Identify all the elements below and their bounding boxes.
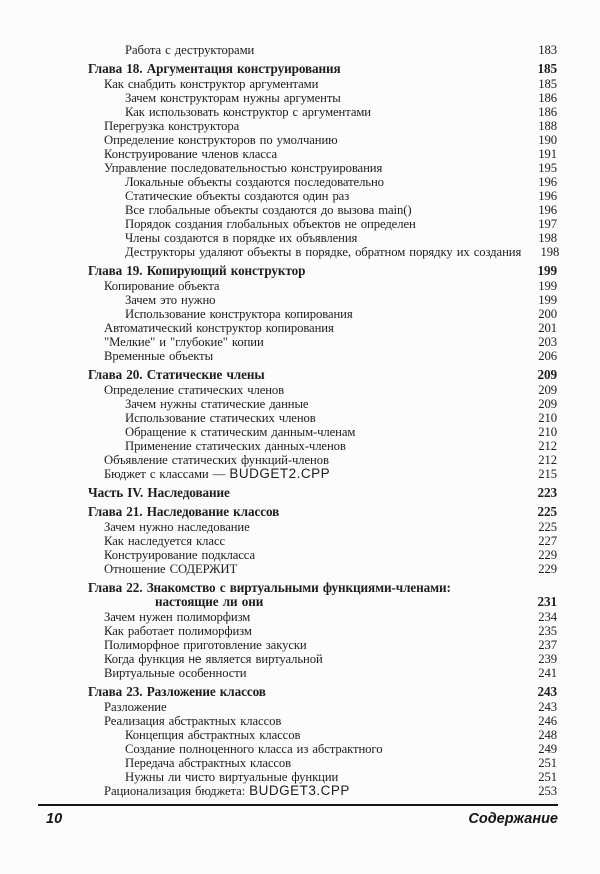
toc-row [38,368,557,382]
toc-entry-text: Глава 23. Разложение классов [88,684,266,699]
toc-row [38,756,557,770]
toc-entry-text: Локальные объекты создаются последовательно [125,175,384,189]
toc-entry-text: Когда функция не является виртуальной [104,652,323,666]
toc-page-number: 243 [538,700,557,714]
toc-row [38,666,557,680]
toc-row [38,520,557,534]
toc-page-number: 186 [538,105,557,119]
toc-page-number: 231 [537,594,557,609]
toc-row [38,534,557,548]
toc-row [38,397,557,411]
toc-row [38,189,557,203]
toc-page-number: 227 [538,534,557,548]
toc-entry-text: Конструирование подкласса [104,548,256,562]
toc-row [38,231,557,245]
toc-entry-text: Глава 18. Аргументация конструирования [88,61,341,76]
toc-entry-text: Копирование объекта [104,279,220,293]
toc-row [38,62,557,76]
toc-entry-text: Зачем конструкторам нужны аргументы [125,91,341,105]
toc-row [38,175,557,189]
toc-row [38,161,557,175]
toc-row [38,652,557,666]
toc-page-number: 241 [538,666,557,680]
toc-entry-text: Определение конструкторов по умолчанию [104,133,338,147]
toc-row [38,505,557,519]
toc-page-number: 215 [538,467,557,481]
toc-entry-text: Нужны ли чисто виртуальные функции [125,770,339,784]
toc-row [38,264,557,278]
toc-row [38,245,560,259]
toc-row [38,77,557,91]
toc-page-number: 196 [538,203,557,217]
toc-row [38,307,557,321]
toc-entry-text: "Мелкие" и "глубокие" копии [104,335,264,349]
toc-page-number: 199 [537,263,557,278]
toc-page-number: 197 [538,217,557,231]
toc-row [38,562,557,576]
toc-row [38,728,557,742]
page-footer [38,804,558,827]
toc-entry-text: Как использовать конструктор с аргументами [125,105,371,119]
toc-entry-text: Автоматический конструктор копирования [104,321,334,335]
toc-entry-text: Работа с деструкторами [125,43,255,57]
toc-page-number: 223 [537,485,557,500]
toc-entry-text: настоящие ли они [155,594,264,609]
toc-page-number: 195 [538,161,557,175]
toc-page-number: 190 [538,133,557,147]
toc-entry-text: Бюджет с классами — BUDGET2.CPP [104,466,331,481]
toc-entry-text: Часть IV. Наследование [88,485,230,500]
toc-row [38,133,557,147]
toc-row [38,147,557,161]
toc-entry-text: Конструирование членов класса [104,147,278,161]
toc-entry-text: Применение статических данных-членов [125,439,346,453]
toc-row [38,321,557,335]
toc-page-number: 201 [538,321,557,335]
toc-row [38,624,557,638]
toc-row [38,453,557,467]
toc-entry-text: Порядок создания глобальных объектов не определен [125,217,416,231]
toc-entry-text: Статические объекты создаются один раз [125,189,350,203]
toc-page-number: 209 [537,367,557,382]
toc-entry-text: Временные объекты [104,349,214,363]
toc-page-number: 225 [538,520,557,534]
toc-page-number: 200 [538,307,557,321]
toc-page-number: 243 [537,684,557,699]
toc-row [38,610,557,624]
toc-row [38,105,557,119]
toc-entry-text: Глава 19. Копирующий конструктор [88,263,306,278]
toc-row [38,383,557,397]
toc-page-number: 237 [538,638,557,652]
toc-entry-text: Как наследуется класс [104,534,226,548]
toc-row [38,467,557,481]
toc-entry-text: Как снабдить конструктор аргументами [104,77,319,91]
toc-page-number: 251 [538,756,557,770]
toc-page-number: 186 [538,91,557,105]
toc-entry-text: Глава 21. Наследование классов [88,504,280,519]
toc-page-number: 248 [538,728,557,742]
toc-row [38,425,557,439]
toc-page-number: 198 [538,231,557,245]
toc-entry-text: Отношение СОДЕРЖИТ [104,562,238,576]
toc-page-number: 229 [538,548,557,562]
toc-page-number: 235 [538,624,557,638]
toc-entry-text: Полиморфное приготовление закуски [104,638,307,652]
toc-page-number: 185 [537,61,557,76]
toc-page-number: 196 [538,175,557,189]
toc-row [38,43,557,57]
toc-entry-text: Реализация абстрактных классов [104,714,282,728]
toc-row [38,486,557,500]
toc-entry-text: Глава 20. Статические члены [88,367,265,382]
toc-page-number: 251 [538,770,557,784]
toc-row [38,91,557,105]
toc-row [38,714,557,728]
toc-row [38,784,557,798]
toc-entry-text: Обращение к статическим данным-членам [125,425,356,439]
toc-row [38,548,557,562]
table-of-contents [38,43,560,798]
toc-page-number: 196 [538,189,557,203]
toc-row [38,770,557,784]
toc-entry-text: Определение статических членов [104,383,285,397]
toc-page-number: 246 [538,714,557,728]
toc-page-number: 239 [538,652,557,666]
toc-row [38,119,557,133]
toc-entry-text: Перегрузка конструктора [104,119,240,133]
toc-row [38,700,557,714]
toc-page-number: 249 [538,742,557,756]
toc-page-number: 198 [540,245,560,259]
toc-entry-text: Рационализация бюджета: BUDGET3.CPP [104,783,350,798]
toc-page-number: 210 [538,425,557,439]
toc-row [38,279,557,293]
toc-row [38,595,557,609]
toc-page-number: 209 [538,397,557,411]
toc-row [38,293,557,307]
toc-page-number: 203 [538,335,557,349]
toc-row [38,638,557,652]
toc-page-number: 206 [538,349,557,363]
toc-entry-text: Разложение [104,700,167,714]
toc-page-number: 212 [538,453,557,467]
toc-entry-text: Зачем нужны статические данные [125,397,309,411]
toc-entry-text: Зачем нужно наследование [104,520,250,534]
toc-entry-text: Объявление статических функций-членов [104,453,329,467]
toc-entry-text: Создание полноценного класса из абстрактного [125,742,383,756]
toc-page-number: 212 [538,439,557,453]
toc-page-number: 210 [538,411,557,425]
toc-page-number: 183 [538,43,557,57]
toc-entry-text: Деструкторы удаляют объекты в порядке, обратном порядку их создания [125,245,522,259]
footer-divider [38,804,558,806]
toc-row [38,217,557,231]
toc-row [38,349,557,363]
toc-row [38,203,557,217]
toc-row [38,581,557,595]
toc-entry-text: Управление последовательностью конструирования [104,161,383,175]
footer-section-label: Содержание [468,811,558,827]
toc-entry-text: Все глобальные объекты создаются до вызова main() [125,203,412,217]
toc-page-number: 234 [538,610,557,624]
toc-entry-text: Использование конструктора копирования [125,307,353,321]
toc-entry-text: Зачем нужен полиморфизм [104,610,251,624]
toc-entry-text: Использование статических членов [125,411,316,425]
toc-page-number: 188 [538,119,557,133]
toc-entry-text: Как работает полиморфизм [104,624,252,638]
toc-entry-text: Члены создаются в порядке их объявления [125,231,358,245]
toc-page-number: 225 [537,504,557,519]
toc-page-number: 229 [538,562,557,576]
footer-page-number: 10 [46,811,63,827]
toc-row [38,411,557,425]
toc-entry-text: Зачем это нужно [125,293,216,307]
toc-page-number: 199 [538,279,557,293]
toc-page-number: 253 [538,784,557,798]
toc-page-number: 191 [538,147,557,161]
toc-row [38,742,557,756]
toc-entry-text: Концепция абстрактных классов [125,728,301,742]
toc-page-number: 199 [538,293,557,307]
toc-entry-text: Глава 22. Знакомство с виртуальными функциями-членами: [88,580,451,595]
toc-row [38,335,557,349]
toc-entry-text: Виртуальные особенности [104,666,247,680]
toc-page-number: 185 [538,77,557,91]
toc-row [38,685,557,699]
toc-row [38,439,557,453]
toc-page-number: 209 [538,383,557,397]
toc-entry-text: Передача абстрактных классов [125,756,292,770]
